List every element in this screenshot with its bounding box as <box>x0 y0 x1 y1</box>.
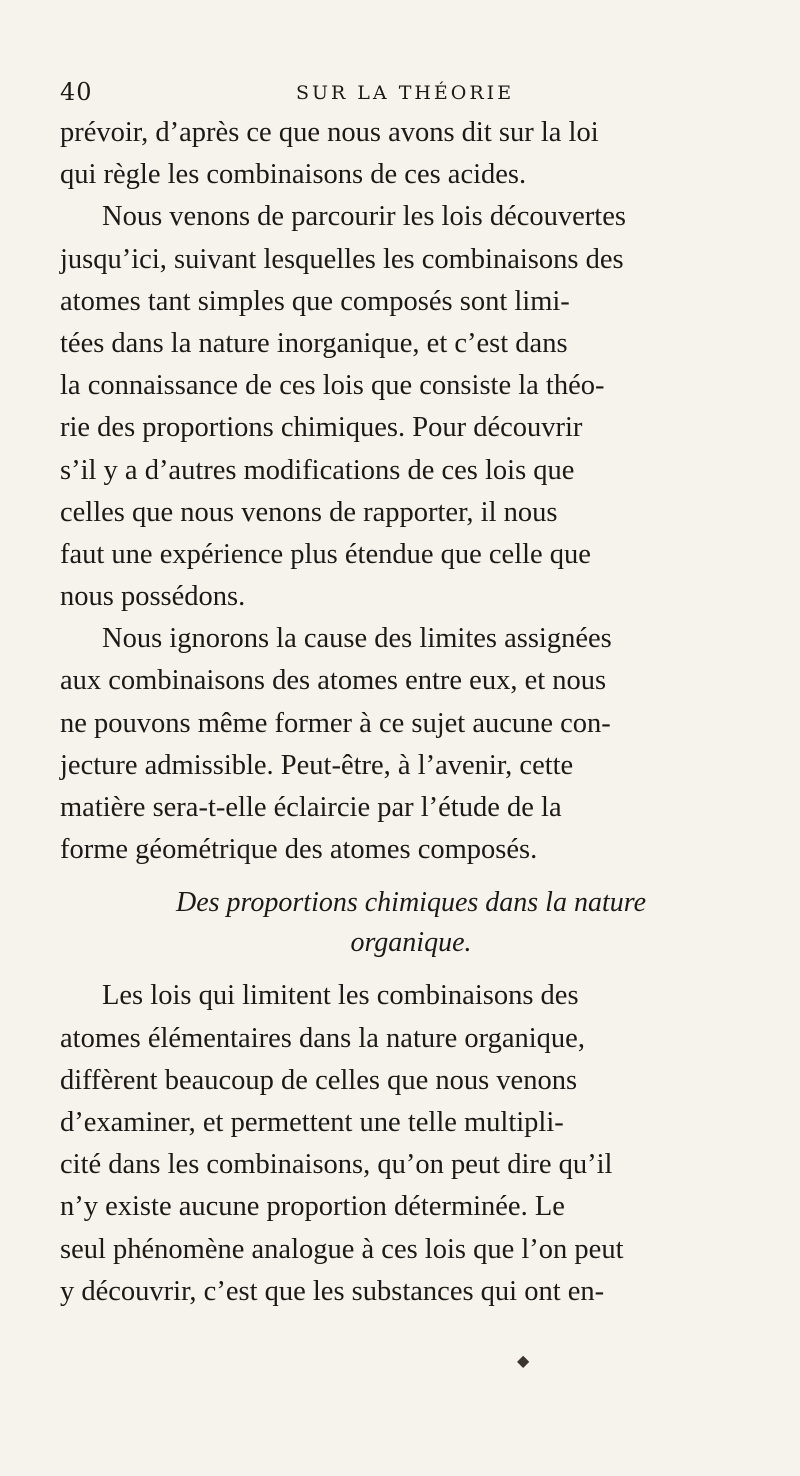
text-line: jecture admissible. Peut-être, à l’avenir, cette <box>60 749 574 781</box>
text-line: tées dans la nature inorganique, et c’est dans <box>60 327 568 359</box>
text-line: faut une expérience plus étendue que celle que <box>60 538 591 570</box>
text-line: jusqu’ici, suivant lesquelles les combinaisons des <box>60 243 624 275</box>
text-line: d’examiner, et permettent une telle multipli- <box>60 1106 564 1138</box>
section-heading <box>60 883 762 963</box>
text-line: Les lois qui limitent les combinaisons des <box>102 980 579 1012</box>
text-line: diffèrent beaucoup de celles que nous venons <box>60 1064 578 1096</box>
text-line: forme géométrique des atomes composés. <box>60 834 538 866</box>
text-line: y découvrir, c’est que les substances qui ont en- <box>60 1275 605 1307</box>
text-line: Nous venons de parcourir les lois découvertes <box>102 201 626 233</box>
text-line: atomes tant simples que composés sont limi- <box>60 285 570 317</box>
text-line: n’y existe aucune proportion déterminée. Le <box>60 1191 565 1223</box>
paragraph-2 <box>60 196 762 618</box>
text-line: ne pouvons même former à ce sujet aucune con- <box>60 707 611 739</box>
printer-ornament-icon: ◆ <box>517 1351 530 1370</box>
text-line: aux combinaisons des atomes entre eux, et nous <box>60 665 607 697</box>
text-line: seul phénomène analogue à ces lois que l’on peut <box>60 1233 624 1265</box>
section-heading-line: Des proportions chimiques dans la nature <box>175 887 647 919</box>
page-number: 40 <box>60 78 93 106</box>
text-line: nous possédons. <box>60 581 246 613</box>
body-text <box>60 112 762 1313</box>
page-header <box>60 78 750 114</box>
text-line: s’il y a d’autres modifications de ces lois que <box>60 454 575 486</box>
text-line: celles que nous venons de rapporter, il nous <box>60 496 558 528</box>
section-heading-line: organique. <box>350 927 472 959</box>
text-line: la connaissance de ces lois que consiste la théo- <box>60 370 605 402</box>
text-line: rie des proportions chimiques. Pour découvrir <box>60 412 583 444</box>
paragraph-3 <box>60 618 762 871</box>
paragraph-4 <box>60 975 762 1313</box>
text-line: atomes élémentaires dans la nature organique, <box>60 1022 585 1054</box>
text-line: cité dans les combinaisons, qu’on peut dire qu’il <box>60 1149 613 1181</box>
text-line: matière sera-t-elle éclaircie par l’étude de la <box>60 792 562 823</box>
text-line: qui règle les combinaisons de ces acides. <box>60 159 527 191</box>
text-line: prévoir, d’après ce que nous avons dit sur la loi <box>60 117 599 148</box>
paragraph-1 <box>60 112 762 196</box>
text-line: Nous ignorons la cause des limites assignées <box>102 623 612 655</box>
running-head: SUR LA THÉORIE <box>295 82 515 104</box>
